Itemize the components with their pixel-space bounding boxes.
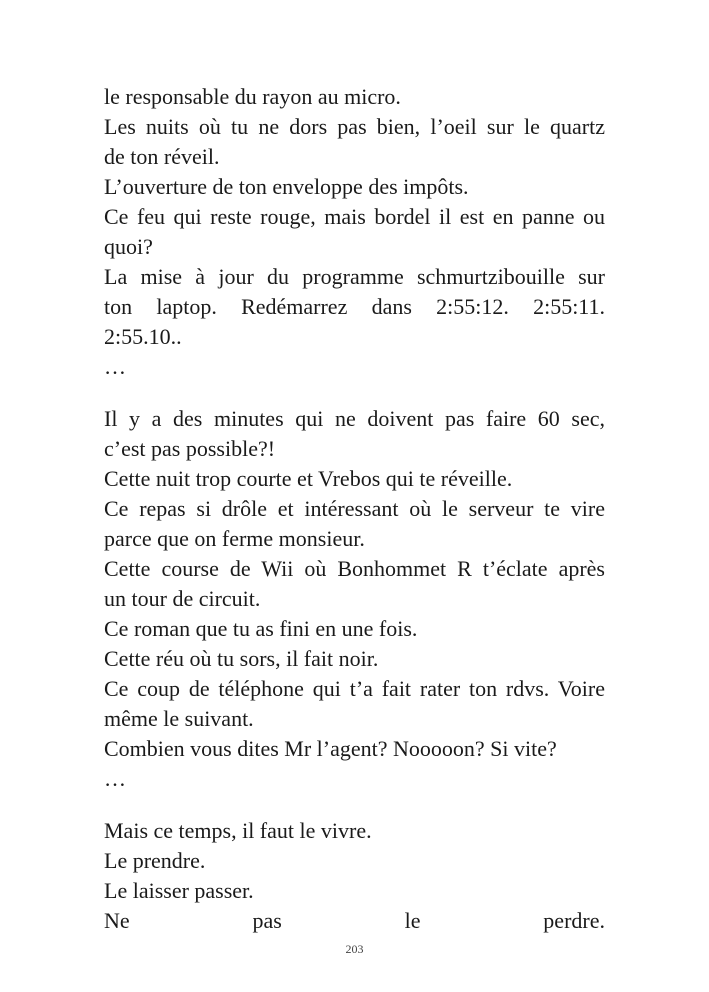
text-line: Il y a des minutes qui ne doivent pas faire 60 sec, bbox=[104, 406, 605, 431]
page-number: 203 bbox=[345, 942, 364, 956]
ellipsis-line: … bbox=[104, 354, 126, 379]
text-line: Le laisser passer. bbox=[104, 878, 254, 903]
text-line: Ce feu qui reste rouge, mais bordel il est en panne ou bbox=[104, 204, 605, 229]
ellipsis-line: … bbox=[104, 766, 126, 791]
text-line: Cette course de Wii où Bonhommet R t’éclate après bbox=[104, 556, 605, 581]
text-line: ton laptop. Redémarrez dans 2:55:12. 2:55:11. bbox=[104, 294, 605, 319]
text-line: même le suivant. bbox=[104, 706, 254, 731]
text-line: Mais ce temps, il faut le vivre. bbox=[104, 818, 372, 843]
text-line: Combien vous dites Mr l’agent? Nooooon? Si vite? bbox=[104, 736, 557, 761]
text-line: le responsable du rayon au micro. bbox=[104, 84, 401, 109]
text-line: Ce coup de téléphone qui t’a fait rater ton rdvs. Voire bbox=[104, 676, 605, 701]
text-line: L’ouverture de ton enveloppe des impôts. bbox=[104, 174, 469, 199]
text-line: Ce roman que tu as fini en une fois. bbox=[104, 616, 418, 641]
paragraph-gap bbox=[104, 794, 605, 816]
text-line: Ne pas le perdre. bbox=[104, 908, 605, 933]
text-line: Cette réu où tu sors, il fait noir. bbox=[104, 646, 379, 671]
text-line: Ce repas si drôle et intéressant où le serveur te vire bbox=[104, 496, 605, 521]
page-body bbox=[104, 82, 605, 936]
text-line: quoi? bbox=[104, 234, 153, 259]
text-line: un tour de circuit. bbox=[104, 586, 261, 611]
text-line: La mise à jour du programme schmurtzibouille sur bbox=[104, 264, 605, 289]
text-line: Cette nuit trop courte et Vrebos qui te réveille. bbox=[104, 466, 513, 491]
text-line: 2:55.10.. bbox=[104, 324, 182, 349]
text-line: Le prendre. bbox=[104, 848, 206, 873]
paragraph-gap bbox=[104, 382, 605, 404]
text-line: de ton réveil. bbox=[104, 144, 220, 169]
text-line: Les nuits où tu ne dors pas bien, l’oeil sur le quartz bbox=[104, 114, 605, 139]
text-line: c’est pas possible?! bbox=[104, 436, 276, 461]
text-line: parce que on ferme monsieur. bbox=[104, 526, 365, 551]
